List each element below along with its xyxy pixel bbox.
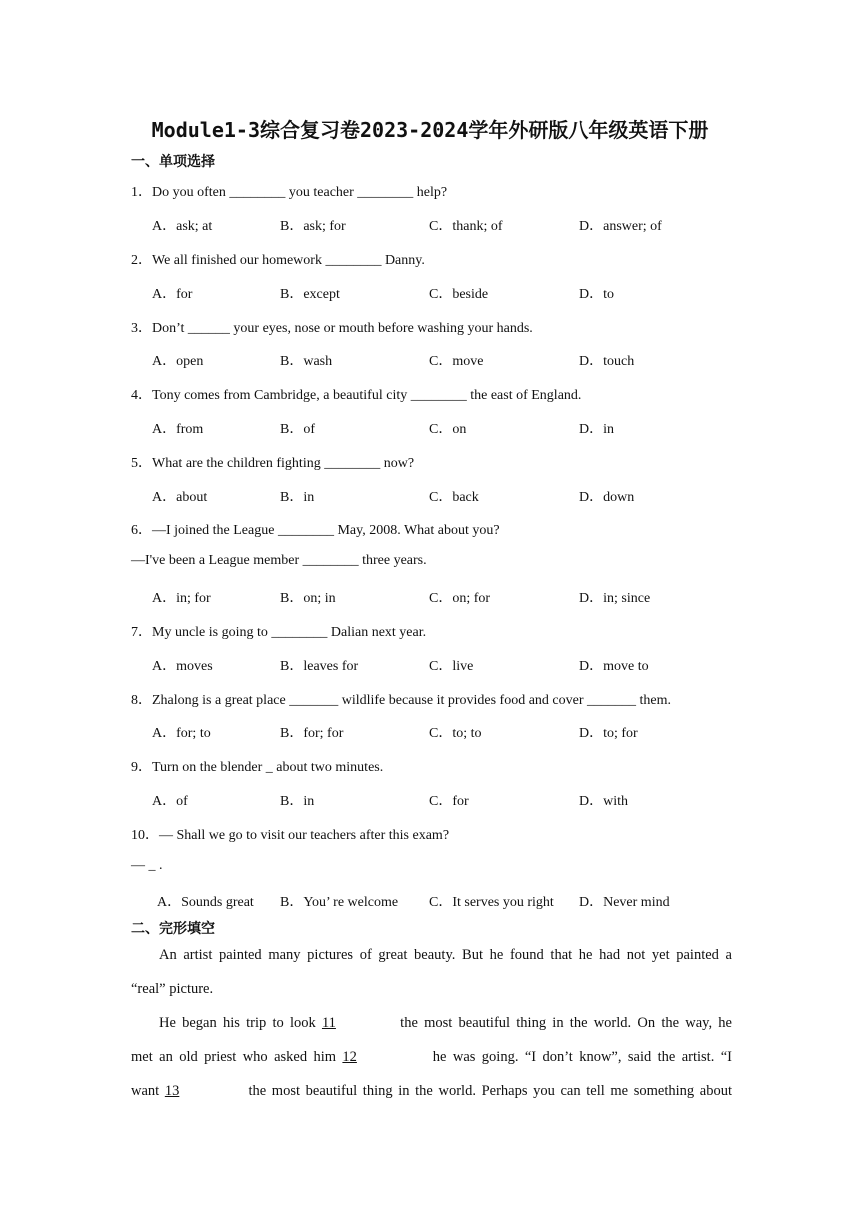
option-c: C．on	[429, 422, 467, 437]
option-c: C．thank; of	[429, 219, 503, 234]
question-10-stem-line2: — _ .	[131, 858, 163, 873]
cloze-paragraph-2-line-3	[131, 1083, 732, 1100]
question-6-stem-line2: —I've been a League member ________ three years.	[131, 553, 427, 568]
cloze-text: the most beautiful thing in the world. On the way, he	[393, 1015, 732, 1031]
question-5-stem: 5．What are the children fighting ________ now?	[131, 456, 415, 471]
option-c: C．to; to	[429, 726, 482, 741]
option-d: D．down	[579, 490, 635, 505]
option-a: A．moves	[152, 659, 213, 674]
cloze-blank-12: 12	[342, 1049, 357, 1065]
option-c: C．move	[429, 354, 484, 369]
option-a: A．ask; at	[152, 219, 213, 234]
option-c: C．for	[429, 794, 469, 809]
option-d: D．in	[579, 422, 614, 437]
question-4-stem: 4．Tony comes from Cambridge, a beautiful city ________ the east of England.	[131, 388, 582, 403]
question-8-stem: 8．Zhalong is a great place _______ wildlife because it provides food and cover _______ them.	[131, 693, 672, 708]
option-b: B．in	[280, 490, 315, 505]
option-b: B．in	[280, 794, 315, 809]
option-d: D．touch	[579, 354, 635, 369]
question-9-stem: 9．Turn on the blender _ about two minutes.	[131, 760, 384, 775]
option-c: C．beside	[429, 287, 489, 302]
option-d: D．with	[579, 794, 628, 809]
option-a: A．of	[152, 794, 188, 809]
question-6-stem: 6．—I joined the League ________ May, 2008. What about you?	[131, 523, 500, 538]
cloze-paragraph-1-line-2: “real” picture.	[131, 981, 214, 997]
option-c: C．live	[429, 659, 474, 674]
cloze-text: met an old priest who asked him	[131, 1049, 343, 1065]
question-7-stem: 7．My uncle is going to ________ Dalian next year.	[131, 625, 427, 640]
cloze-text: he was going. “I don’t know”, said the artist. “I	[426, 1049, 732, 1065]
option-c: C．on; for	[429, 591, 491, 606]
cloze-paragraph-2-line-2	[131, 1049, 732, 1066]
option-a: A．in; for	[152, 591, 211, 606]
option-d: D．move to	[579, 659, 649, 674]
option-b: B．for; for	[280, 726, 344, 741]
section-heading-single-choice: 一、单项选择	[131, 154, 215, 170]
option-a: A．for; to	[152, 726, 211, 741]
question-2-stem: 2．We all finished our homework ________ Danny.	[131, 253, 425, 268]
option-d: D．to; for	[579, 726, 638, 741]
cloze-text: He began his trip to look	[159, 1015, 322, 1031]
option-a: A．Sounds great	[157, 895, 254, 910]
option-b: B．wash	[280, 354, 333, 369]
question-3-stem: 3．Don’t ______ your eyes, nose or mouth before washing your hands.	[131, 321, 533, 336]
option-b: B．leaves for	[280, 659, 359, 674]
cloze-paragraph-2-line-1	[159, 1015, 732, 1032]
question-1-stem: 1．Do you often ________ you teacher ________ help?	[131, 185, 448, 200]
section-heading-cloze: 二、完形填空	[131, 921, 215, 937]
option-a: A．for	[152, 287, 193, 302]
option-d: D．in; since	[579, 591, 651, 606]
cloze-text: the most beautiful thing in the world. Perhaps you can tell me something about	[242, 1083, 732, 1099]
option-a: A．about	[152, 490, 208, 505]
cloze-paragraph-1-line-1: An artist painted many pictures of great beauty. But he found that he had not yet painted a	[159, 947, 732, 963]
option-a: A．from	[152, 422, 204, 437]
document-title: Module1-3综合复习卷2023-2024学年外研版八年级英语下册	[151, 118, 709, 142]
cloze-blank-11: 11	[321, 1015, 336, 1031]
option-b: B．ask; for	[280, 219, 346, 234]
option-a: A．open	[152, 354, 204, 369]
option-d: D．to	[579, 287, 614, 302]
option-c: C．It serves you right	[429, 895, 554, 910]
option-d: D．answer; of	[579, 219, 662, 234]
option-b: B．on; in	[280, 591, 336, 606]
option-c: C．back	[429, 490, 479, 505]
cloze-blank-13: 13	[164, 1083, 180, 1099]
option-b: B．You’ re welcome	[280, 895, 399, 910]
option-d: D．Never mind	[579, 895, 670, 910]
cloze-text: want	[131, 1083, 165, 1099]
option-b: B．of	[280, 422, 315, 437]
option-b: B．except	[280, 287, 340, 302]
question-10-stem: 10．— Shall we go to visit our teachers after this exam?	[131, 828, 450, 843]
